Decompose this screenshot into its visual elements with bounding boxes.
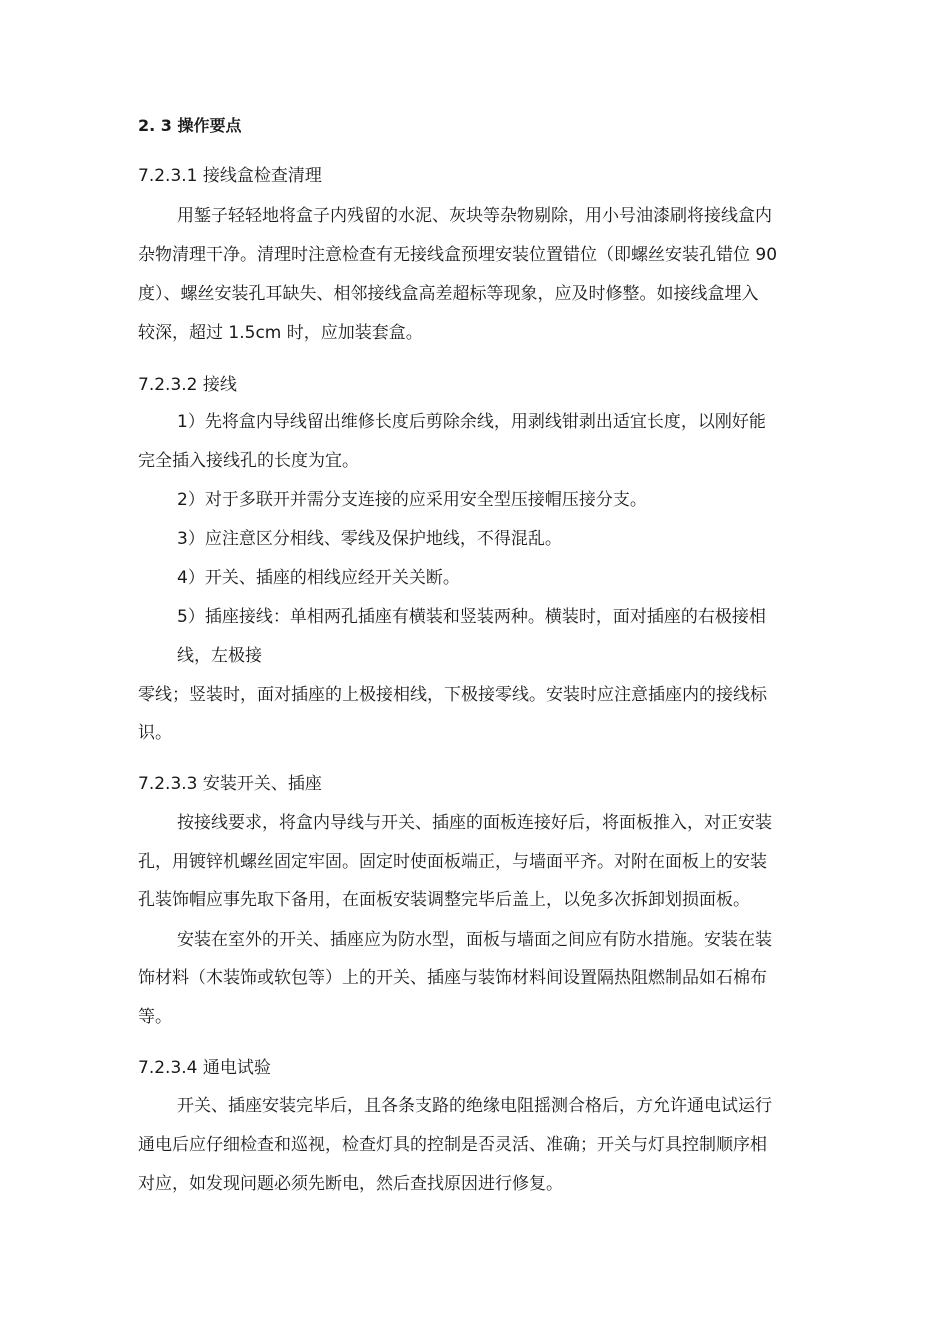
paragraph-line: 线，左极接	[177, 646, 262, 666]
paragraph-line: 饰材料（木装饰或软包等）上的开关、插座与装饰材料间设置隔热阻燃制品如石棉布	[138, 968, 767, 988]
paragraph-line: 杂物清理干净。清理时注意检查有无接线盒预埋安装位置错位（即螺丝安装孔错位 90	[138, 245, 778, 265]
paragraph-line: 孔装饰帽应事先取下备用，在面板安装调整完毕后盖上，以免多次拆卸划损面板。	[138, 890, 750, 910]
paragraph-line: 4）开关、插座的相线应经开关关断。	[177, 568, 460, 588]
paragraph-line: 2）对于多联开并需分支连接的应采用安全型压接帽压接分支。	[177, 490, 647, 510]
paragraph-line: 1）先将盒内导线留出维修长度后剪除余线，用剥线钳剥出适宜长度，以刚好能	[177, 412, 766, 432]
paragraph-line: 等。	[138, 1007, 172, 1027]
paragraph-line: 对应，如发现问题必须先断电，然后查找原因进行修复。	[138, 1174, 563, 1194]
paragraph-line: 用錾子轻轻地将盒子内残留的水泥、灰块等杂物剔除，用小号油漆刷将接线盒内	[177, 206, 772, 226]
paragraph-line: 安装在室外的开关、插座应为防水型，面板与墙面之间应有防水措施。安装在装	[177, 930, 772, 950]
paragraph-line: 开关、插座安装完毕后，且各条支路的绝缘电阻摇测合格后，方允许通电试运行	[177, 1096, 772, 1116]
paragraph-line: 3）应注意区分相线、零线及保护地线，不得混乱。	[177, 529, 562, 549]
subsection-title: 7.2.3.3 安装开关、插座	[138, 774, 322, 794]
paragraph-line: 完全插入接线孔的长度为宜。	[138, 451, 359, 471]
paragraph-line: 零线；竖装时，面对插座的上极接相线，下极接零线。安装时应注意插座内的接线标	[138, 685, 767, 705]
paragraph-line: 识。	[138, 723, 172, 743]
paragraph-line: 5）插座接线：单相两孔插座有横装和竖装两种。横装时，面对插座的右极接相	[177, 607, 766, 627]
paragraph-line: 较深，超过 1.5cm 时，应加装套盒。	[138, 323, 423, 343]
subsection-title: 7.2.3.1 接线盒检查清理	[138, 166, 322, 186]
paragraph-line: 度）、螺丝安装孔耳缺失、相邻接线盒高差超标等现象，应及时修整。如接线盒埋入	[138, 284, 759, 304]
paragraph-line: 孔，用镀锌机螺丝固定牢固。固定时使面板端正，与墙面平齐。对附在面板上的安装	[138, 852, 767, 872]
paragraph-line: 通电后应仔细检查和巡视，检查灯具的控制是否灵活、准确；开关与灯具控制顺序相	[138, 1135, 767, 1155]
subsection-title: 7.2.3.4 通电试验	[138, 1058, 271, 1078]
section-heading: 2. 3 操作要点	[138, 116, 242, 135]
paragraph-line: 按接线要求，将盒内导线与开关、插座的面板连接好后，将面板推入，对正安装	[177, 813, 772, 833]
subsection-title: 7.2.3.2 接线	[138, 375, 237, 395]
